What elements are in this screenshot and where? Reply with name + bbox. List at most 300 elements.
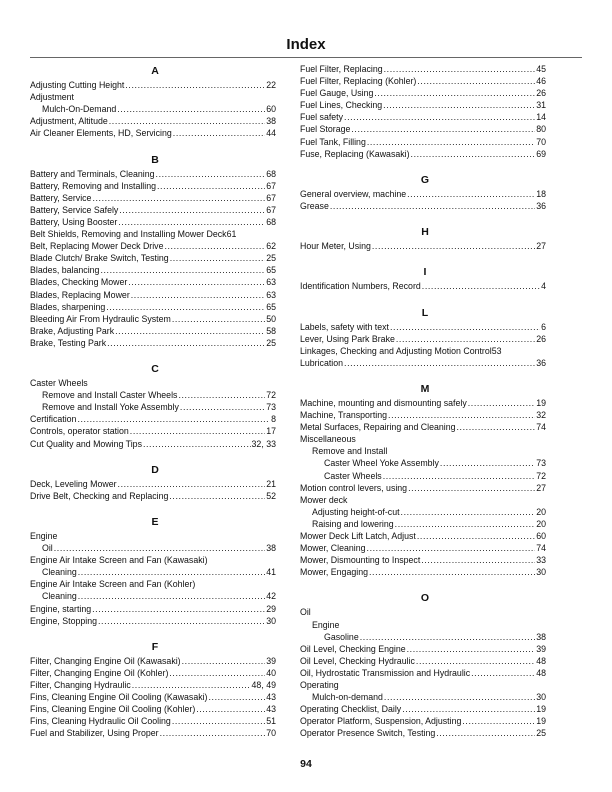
index-entry — [300, 715, 546, 727]
entry-term: Cleaning — [42, 567, 77, 578]
dot-leader — [157, 180, 265, 192]
index-entry — [30, 655, 276, 667]
index-entry — [30, 578, 276, 590]
section-letter: F — [151, 640, 159, 653]
index-entry — [300, 148, 546, 160]
index-entry — [300, 703, 546, 715]
entry-page-ref: 22 — [266, 80, 276, 90]
entry-term: Linkages, Checking and Adjusting Motion Control — [300, 345, 492, 356]
dot-leader — [164, 240, 265, 252]
dot-leader — [92, 192, 265, 204]
dot-leader — [169, 490, 265, 502]
entry-term: Oil — [42, 543, 53, 554]
entry-term: Mower deck — [300, 494, 348, 505]
index-entry — [30, 289, 276, 301]
index-entry — [300, 188, 546, 200]
dot-leader — [132, 679, 251, 691]
dot-leader — [436, 727, 535, 739]
section-letter: D — [151, 463, 159, 476]
dot-leader — [98, 615, 265, 627]
entry-page-ref: 63 — [266, 277, 276, 288]
dot-leader — [396, 333, 535, 345]
dot-leader — [209, 691, 266, 703]
entry-term: Battery, Service — [30, 192, 92, 203]
index-entry — [300, 75, 546, 87]
entry-term: Battery, Removing and Installing — [30, 180, 156, 191]
entry-page-ref: 17 — [266, 426, 276, 437]
entry-term: Deck, Leveling Mower — [30, 478, 117, 489]
entry-term: Engine, starting — [30, 603, 92, 614]
dot-leader — [125, 79, 265, 91]
entry-term: Filter, Changing Engine Oil (Kawasaki) — [30, 655, 181, 666]
entry-page-ref: 74 — [536, 422, 546, 433]
dot-leader — [407, 643, 536, 655]
index-entry — [30, 590, 276, 602]
dot-leader — [383, 99, 535, 111]
entry-term: Blades, Checking Mower — [30, 277, 128, 288]
index-entry — [30, 168, 276, 180]
index-entry — [300, 470, 546, 482]
entry-page-ref: 39 — [536, 643, 546, 654]
entry-page-ref: 50 — [266, 313, 276, 324]
entry-term: Hour Meter, Using — [300, 241, 371, 252]
entry-page-ref: 60 — [536, 531, 546, 541]
section-spacer — [300, 369, 546, 381]
entry-term: Drive Belt, Checking and Replacing — [30, 490, 169, 501]
entry-page-ref: 74 — [536, 543, 546, 554]
entry-page-ref: 61 — [226, 229, 237, 240]
index-entry — [30, 542, 276, 554]
section-letter: C — [151, 363, 159, 376]
entry-page-ref: 14 — [536, 112, 546, 123]
index-entry — [30, 727, 276, 739]
entry-term: Operating — [300, 680, 339, 691]
index-entry — [30, 264, 276, 276]
entry-page-ref: 33 — [536, 555, 546, 566]
index-entry — [30, 413, 276, 425]
dot-leader — [128, 276, 265, 288]
entry-term: Operator Platform, Suspension, Adjusting — [300, 716, 462, 727]
index-entry — [30, 325, 276, 337]
dot-leader — [384, 63, 536, 75]
dot-leader — [118, 216, 265, 228]
entry-term: Filter, Changing Engine Oil (Kohler) — [30, 667, 169, 678]
index-entry — [300, 280, 546, 292]
dot-leader — [77, 413, 270, 425]
entry-term: Fuel Tank, Filling — [300, 136, 366, 147]
index-entry — [300, 345, 546, 357]
entry-page-ref: 19 — [536, 397, 546, 408]
entry-page-ref: 8 — [271, 414, 276, 425]
dot-leader — [416, 655, 535, 667]
entry-term: Caster Wheel Yoke Assembly — [324, 458, 439, 469]
entry-page-ref: 65 — [266, 301, 276, 312]
dot-leader — [388, 409, 535, 421]
entry-page-ref: 43 — [266, 704, 276, 715]
entry-page-ref: 30 — [266, 615, 276, 626]
entry-page-ref: 38 — [266, 116, 276, 127]
dot-leader — [131, 289, 265, 301]
entry-page-ref: 58 — [266, 325, 276, 336]
entry-term: Fuel Lines, Checking — [300, 100, 383, 111]
entry-page-ref: 36 — [536, 200, 546, 211]
entry-term: Air Cleaner Elements, HD, Servicing — [30, 128, 172, 139]
dot-leader — [440, 457, 535, 469]
dot-leader — [117, 103, 265, 115]
section-spacer — [300, 160, 546, 172]
dot-leader — [169, 667, 265, 679]
index-entry — [30, 615, 276, 627]
section-spacer — [300, 292, 546, 304]
section-letter: O — [420, 592, 430, 605]
entry-term: Fuel Gauge, Using — [300, 88, 374, 99]
dot-leader — [468, 397, 535, 409]
dot-leader — [100, 264, 265, 276]
dot-leader — [344, 357, 535, 369]
dot-leader — [374, 87, 535, 99]
title-rule — [30, 57, 582, 58]
dot-leader — [417, 530, 535, 542]
index-entry — [300, 111, 546, 123]
entry-term: Blades, balancing — [30, 265, 100, 276]
entry-page-ref: 62 — [266, 241, 276, 252]
index-entry — [30, 703, 276, 715]
index-entry — [300, 482, 546, 494]
entry-page-ref: 32, 33 — [251, 438, 276, 449]
index-entry — [30, 252, 276, 264]
entry-term: Adjusting height-of-cut — [312, 506, 400, 517]
entry-term: Belt Shields, Removing and Installing Mower Deck — [30, 229, 227, 240]
section-letter: G — [420, 173, 430, 186]
entry-page-ref: 53 — [491, 345, 502, 356]
index-entry — [300, 691, 546, 703]
entry-term: Mower, Cleaning — [300, 543, 366, 554]
dot-leader — [143, 438, 251, 450]
entry-page-ref: 30 — [536, 692, 546, 703]
section-letter: L — [421, 306, 429, 319]
entry-term: Battery, Using Booster — [30, 216, 118, 227]
entry-page-ref: 38 — [536, 631, 546, 642]
entry-term: Fuel Storage — [300, 124, 351, 135]
entry-term: Machine, mounting and dismounting safely — [300, 397, 467, 408]
index-entry — [300, 530, 546, 542]
entry-term: Oil — [300, 607, 311, 618]
entry-page-ref: 31 — [536, 100, 546, 111]
dot-leader — [411, 148, 536, 160]
index-entry — [300, 321, 546, 333]
dot-leader — [182, 655, 266, 667]
entry-term: Certification — [30, 414, 77, 425]
entry-term: Brake, Adjusting Park — [30, 325, 115, 336]
entry-term: Fins, Cleaning Hydraulic Oil Cooling — [30, 716, 171, 727]
section-letter: E — [151, 516, 159, 528]
index-entry — [300, 87, 546, 99]
entry-page-ref: 4 — [541, 281, 546, 292]
index-entry — [300, 655, 546, 667]
entry-page-ref: 67 — [266, 180, 276, 191]
dot-leader — [160, 727, 266, 739]
entry-page-ref: 45 — [536, 64, 546, 74]
entry-page-ref: 18 — [536, 188, 546, 199]
entry-term: Blades, sharpening — [30, 301, 106, 312]
dot-leader — [106, 301, 265, 313]
entry-term: Cut Quality and Mowing Tips — [30, 438, 142, 449]
dot-leader — [369, 566, 535, 578]
entry-term: Adjusting Cutting Height — [30, 80, 125, 90]
entry-page-ref: 29 — [266, 603, 276, 614]
entry-term: Battery and Terminals, Cleaning — [30, 168, 155, 179]
entry-term: Brake, Testing Park — [30, 337, 107, 348]
index-entry — [300, 727, 546, 739]
section-letter: I — [423, 266, 427, 279]
index-entry — [30, 478, 276, 490]
entry-page-ref: 39 — [266, 655, 276, 666]
index-entry — [300, 433, 546, 445]
page-title: Index — [286, 36, 326, 53]
dot-leader — [462, 715, 535, 727]
index-entry — [300, 667, 546, 679]
section-spacer — [30, 450, 276, 462]
index-entry — [30, 313, 276, 325]
dot-leader — [170, 252, 266, 264]
index-entry — [300, 63, 546, 75]
index-column-right — [300, 63, 546, 740]
index-entry — [300, 643, 546, 655]
entry-term: Oil Level, Checking Hydraulic — [300, 655, 415, 666]
entry-term: Oil Level, Checking Engine — [300, 643, 406, 654]
entry-term: Remove and Install Caster Wheels — [42, 390, 178, 401]
section-spacer — [300, 212, 546, 224]
dot-leader — [401, 506, 536, 518]
dot-leader — [372, 240, 535, 252]
entry-page-ref: 67 — [266, 192, 276, 203]
index-entry — [30, 554, 276, 566]
entry-page-ref: 48 — [536, 655, 546, 666]
dot-leader — [471, 667, 535, 679]
entry-term: Fuel Filter, Replacing (Kohler) — [300, 76, 417, 87]
dot-leader — [421, 554, 535, 566]
index-entry — [30, 228, 276, 240]
entry-term: Mower, Engaging — [300, 567, 368, 578]
entry-page-ref: 20 — [536, 506, 546, 517]
index-entry — [300, 200, 546, 212]
section-spacer — [30, 627, 276, 639]
dot-leader — [115, 325, 265, 337]
index-entry — [300, 494, 546, 506]
index-entry — [300, 606, 546, 618]
section-spacer — [300, 578, 546, 590]
dot-leader — [408, 482, 535, 494]
index-entry — [300, 631, 546, 643]
entry-term: Fins, Cleaning Engine Oil Cooling (Kohler) — [30, 704, 196, 715]
index-entry — [30, 79, 276, 91]
index-entry — [30, 204, 276, 216]
entry-page-ref: 44 — [266, 128, 276, 139]
index-entry — [30, 490, 276, 502]
dot-leader — [107, 337, 265, 349]
index-entry — [300, 99, 546, 111]
index-entry — [30, 389, 276, 401]
entry-page-ref: 60 — [266, 104, 276, 115]
entry-term: Fuel Filter, Replacing — [300, 64, 383, 74]
entry-term: Labels, safety with text — [300, 321, 389, 332]
entry-term: Fuel safety — [300, 112, 344, 123]
dot-leader — [395, 518, 536, 530]
entry-page-ref: 63 — [266, 289, 276, 300]
entry-term: Gasoline — [324, 631, 359, 642]
index-entry — [300, 554, 546, 566]
entry-term: Motion control levers, using — [300, 482, 408, 493]
entry-page-ref: 42 — [266, 591, 276, 602]
dot-leader — [344, 111, 535, 123]
index-entry — [30, 566, 276, 578]
entry-term: Miscellaneous — [300, 434, 356, 445]
index-entry — [300, 542, 546, 554]
section-letter: H — [421, 226, 429, 239]
dot-leader — [422, 280, 540, 292]
entry-page-ref: 52 — [266, 490, 276, 501]
dot-leader — [178, 389, 265, 401]
entry-term: Fuel and Stabilizer, Using Proper — [30, 728, 159, 739]
section-letter: M — [420, 382, 430, 395]
entry-term: Blade Clutch/ Brake Switch, Testing — [30, 253, 169, 264]
entry-page-ref: 36 — [536, 357, 546, 368]
dot-leader — [92, 603, 265, 615]
entry-term: Bleeding Air From Hydraulic System — [30, 313, 171, 324]
entry-term: Mulch-On-Demand — [42, 104, 117, 115]
entry-term: Mulch-on-demand — [312, 692, 383, 703]
index-entry — [30, 115, 276, 127]
index-entry — [30, 715, 276, 727]
entry-page-ref: 48 — [536, 667, 546, 678]
entry-page-ref: 67 — [266, 204, 276, 215]
entry-page-ref: 26 — [536, 333, 546, 344]
dot-leader — [196, 703, 265, 715]
dot-leader — [367, 136, 535, 148]
entry-page-ref: 21 — [266, 478, 276, 489]
entry-term: Controls, operator station — [30, 426, 129, 437]
entry-term: Machine, Transporting — [300, 410, 388, 421]
section-letter: B — [151, 153, 159, 166]
dot-leader — [367, 542, 536, 554]
entry-page-ref: 25 — [266, 253, 276, 264]
entry-page-ref: 68 — [266, 216, 276, 227]
dot-leader — [54, 542, 265, 554]
dot-leader — [384, 691, 535, 703]
entry-term: Remove and Install — [312, 446, 388, 457]
dot-leader — [383, 470, 536, 482]
entry-page-ref: 69 — [536, 148, 546, 159]
entry-page-ref: 41 — [266, 567, 276, 578]
entry-term: Battery, Service Safely — [30, 204, 119, 215]
entry-term: Engine Air Intake Screen and Fan (Kohler) — [30, 579, 196, 590]
entry-page-ref: 26 — [536, 88, 546, 99]
entry-page-ref: 73 — [266, 402, 276, 413]
index-entry — [30, 667, 276, 679]
dot-leader — [118, 478, 266, 490]
dot-leader — [119, 204, 265, 216]
index-entry — [300, 457, 546, 469]
entry-term: Remove and Install Yoke Assembly — [42, 402, 179, 413]
entry-term: Belt, Replacing Mower Deck Drive — [30, 241, 164, 252]
index-entry — [300, 123, 546, 135]
entry-page-ref: 27 — [536, 241, 546, 252]
entry-term: Blades, Replacing Mower — [30, 289, 130, 300]
entry-term: Engine, Stopping — [30, 615, 98, 626]
entry-term: Filter, Changing Hydraulic — [30, 680, 131, 691]
index-entry — [30, 679, 276, 691]
dot-leader — [109, 115, 265, 127]
entry-term: Identification Numbers, Record — [300, 281, 421, 292]
entry-term: Caster Wheels — [324, 470, 382, 481]
entry-page-ref: 19 — [536, 704, 546, 715]
index-entry — [30, 401, 276, 413]
index-entry — [30, 530, 276, 542]
entry-page-ref: 38 — [266, 543, 276, 554]
dot-leader — [172, 715, 265, 727]
dot-leader — [330, 200, 535, 212]
index-entry — [30, 337, 276, 349]
index-entry — [300, 506, 546, 518]
dot-leader — [78, 566, 265, 578]
entry-term: Metal Surfaces, Repairing and Cleaning — [300, 422, 456, 433]
dot-leader — [173, 127, 265, 139]
entry-term: Raising and lowering — [312, 518, 394, 529]
index-entry — [30, 192, 276, 204]
entry-page-ref: 70 — [536, 136, 546, 147]
entry-term: Engine — [30, 531, 58, 541]
index-entry — [300, 679, 546, 691]
entry-term: Adjustment — [30, 92, 75, 103]
index-entry — [300, 445, 546, 457]
entry-page-ref: 65 — [266, 265, 276, 276]
dot-leader — [407, 188, 535, 200]
entry-page-ref: 25 — [536, 728, 546, 739]
index-entry — [300, 518, 546, 530]
entry-page-ref: 73 — [536, 458, 546, 469]
entry-page-ref: 32 — [536, 410, 546, 421]
entry-term: Engine Air Intake Screen and Fan (Kawasaki) — [30, 555, 208, 566]
dot-leader — [417, 75, 535, 87]
entry-page-ref: 27 — [536, 482, 546, 493]
index-entry — [300, 409, 546, 421]
index-entry — [30, 240, 276, 252]
entry-page-ref: 43 — [266, 692, 276, 703]
page-number: 94 — [300, 758, 312, 770]
entry-term: Lever, Using Park Brake — [300, 333, 395, 344]
entry-page-ref: 80 — [536, 124, 546, 135]
index-entry — [30, 377, 276, 389]
index-entry — [300, 397, 546, 409]
index-column-left — [30, 63, 276, 740]
entry-term: Caster Wheels — [30, 378, 88, 389]
index-entry — [30, 276, 276, 288]
dot-leader — [457, 421, 536, 433]
entry-term: Fuse, Replacing (Kawasaki) — [300, 148, 410, 159]
entry-page-ref: 20 — [536, 518, 546, 529]
entry-page-ref: 46 — [536, 76, 546, 87]
entry-page-ref: 51 — [266, 716, 276, 727]
entry-term: Cleaning — [42, 591, 77, 602]
dot-leader — [180, 401, 265, 413]
entry-term: Fins, Cleaning Engine Oil Cooling (Kawasaki) — [30, 692, 208, 703]
dot-leader — [390, 321, 540, 333]
entry-term: Mower, Dismounting to Inspect — [300, 555, 421, 566]
entry-page-ref: 68 — [266, 168, 276, 179]
entry-term: Engine — [312, 619, 340, 630]
dot-leader — [402, 703, 535, 715]
entry-term: Lubrication — [300, 357, 344, 368]
